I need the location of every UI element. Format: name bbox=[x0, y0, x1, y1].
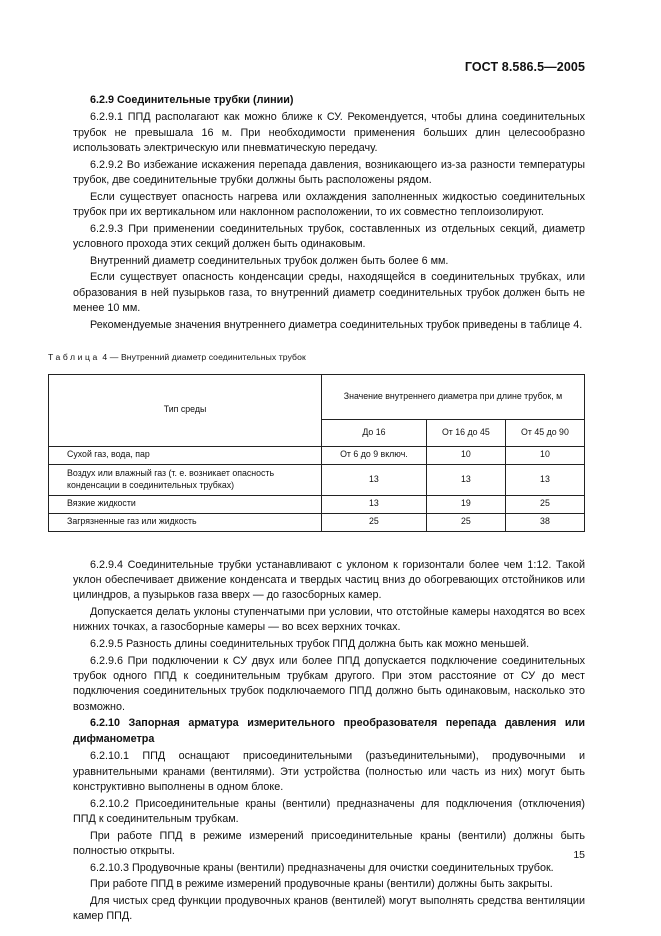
paragraph-heating-risk: Если существует опасность нагрева или охлаждения заполненных жидкостью соединительных трубок при их вертикальном или наклонном расположении, то их совместно теплоизолируют. bbox=[73, 190, 585, 219]
paragraph-stepped-slopes: Допускается делать уклоны ступенчатыми при условии, что отстойные камеры находятся во всех нижних точках, а газосборные камеры — во всех верхних точках. bbox=[73, 606, 585, 634]
paragraph-6-2-9-6: 6.2.9.6 При подключении к СУ двух или более ППД допускается подключение соединительных трубок одного ППД к соединительным трубкам другого. При этом расстояние от СУ до мест подключения соединительных трубок подключаемого ППД должно быть одинаковым, насколько это возможно. bbox=[73, 654, 585, 713]
paragraph-6-2-10-1: 6.2.10.1 ППД оснащают присоединительными (разъединительными), продувочными и уравнительными кранами (вентилями). Эти устройства (полностью или часть из них) могут быть конструктивно выполнены в одном блоке. bbox=[73, 750, 585, 794]
table-row bbox=[49, 446, 585, 464]
header-diameter-group: Значение внутреннего диаметра при длине трубок, м bbox=[322, 374, 585, 419]
subheader-length-16-45: От 16 до 45 bbox=[426, 419, 505, 446]
paragraph-6-2-10-3: 6.2.10.3 Продувочные краны (вентили) предназначены для очистки соединительных трубок. bbox=[90, 861, 554, 874]
table-row bbox=[49, 513, 585, 531]
cell-medium-type: Вязкие жидкости bbox=[49, 495, 322, 513]
paragraph-6-2-9-4: 6.2.9.4 Соединительные трубки устанавливают с уклоном к горизонтали более чем 1:12. Такой уклон обеспечивает движение конденсата и твердых частиц вниз до обогревающих отстойников или цилиндров, а пузырьков газа вверх — до газосборных камер. bbox=[73, 558, 585, 602]
table-4-inner-diameter bbox=[48, 374, 585, 532]
table-row bbox=[49, 495, 585, 513]
cell-medium-type: Загрязненные газ или жидкость bbox=[49, 513, 322, 531]
paragraph-inner-diameter: Внутренний диаметр соединительных трубок должен быть более 6 мм. bbox=[90, 254, 449, 267]
cell-medium-type: Воздух или влажный газ (т. е. возникает опасность конденсации в соединительных трубках) bbox=[49, 464, 322, 495]
cell-value: 38 bbox=[505, 513, 584, 531]
cell-value: 25 bbox=[322, 513, 427, 531]
table-row bbox=[49, 464, 585, 495]
page-number: 15 bbox=[573, 849, 585, 861]
section-heading-6-2-9: 6.2.9 Соединительные трубки (линии) bbox=[90, 94, 294, 106]
cell-value: От 6 до 9 включ. bbox=[322, 446, 427, 464]
cell-value: 13 bbox=[322, 464, 427, 495]
cell-value: 10 bbox=[426, 446, 505, 464]
paragraph-condensation-risk: Если существует опасность конденсации среды, находящейся в соединительных трубках, или образования в ней пузырьков газа, то внутренний диаметр соединительных трубок должен быть не менее 10 мм. bbox=[73, 271, 585, 315]
paragraph-6-2-9-3: 6.2.9.3 При применении соединительных трубок, составленных из отдельных секций, диаметр условного прохода этих секций должен быть одинаковым. bbox=[73, 222, 585, 251]
paragraph-6-2-9-5: 6.2.9.5 Разность длины соединительных трубок ППД должна быть как можно меньшей. bbox=[90, 638, 530, 651]
cell-value: 10 bbox=[505, 446, 584, 464]
document-code: ГОСТ 8.586.5—2005 bbox=[464, 60, 585, 74]
paragraph-clean-media: Для чистых сред функции продувочных кранов (вентилей) могут выполнять средства вентиляции камер ППД. bbox=[73, 894, 585, 923]
table-caption bbox=[48, 350, 585, 365]
cell-value: 25 bbox=[505, 495, 584, 513]
table-caption-text: 4 — Внутренний диаметр соединительных трубок bbox=[99, 352, 306, 363]
header-medium-type: Тип среды bbox=[49, 374, 322, 446]
paragraph-6-2-9-1: 6.2.9.1 ППД располагают как можно ближе к СУ. Рекомендуется, чтобы длина соединительных трубок не превышала 16 м. При необходимости применения больших длин целесообразно использовать электрическую или пневматическую передачу. bbox=[73, 111, 585, 155]
cell-value: 13 bbox=[322, 495, 427, 513]
subheader-length-45-90: От 45 до 90 bbox=[505, 419, 584, 446]
paragraph-table-reference: Рекомендуемые значения внутреннего диаметра соединительных трубок приведены в таблице 4. bbox=[90, 318, 583, 331]
paragraph-connecting-valves-open: При работе ППД в режиме измерений присоединительные краны (вентили) должны быть полностью открыты. bbox=[73, 829, 585, 858]
table-header-row bbox=[49, 374, 585, 419]
document-body bbox=[48, 93, 585, 926]
cell-medium-type: Сухой газ, вода, пар bbox=[49, 446, 322, 464]
table-caption-word: Таблица bbox=[48, 352, 100, 363]
cell-value: 19 bbox=[426, 495, 505, 513]
cell-value: 13 bbox=[505, 464, 584, 495]
paragraph-6-2-10-2: 6.2.10.2 Присоединительные краны (вентили) предназначены для подключения (отключения) ППД к соединительным трубкам. bbox=[73, 797, 585, 826]
paragraph-purge-valves-closed: При работе ППД в режиме измерений продувочные краны (вентили) должны быть закрыты. bbox=[90, 878, 553, 891]
paragraph-6-2-9-2: 6.2.9.2 Во избежание искажения перепада давления, возникающего из-за разности температуры трубок, две соединительные трубки должны быть расположены рядом. bbox=[73, 158, 585, 187]
section-heading-6-2-10: 6.2.10 Запорная арматура измерительного преобразователя перепада давления или дифманометра bbox=[73, 717, 585, 745]
subheader-length-up-to-16: До 16 bbox=[322, 419, 427, 446]
cell-value: 25 bbox=[426, 513, 505, 531]
cell-value: 13 bbox=[426, 464, 505, 495]
section-continuation bbox=[73, 558, 585, 925]
